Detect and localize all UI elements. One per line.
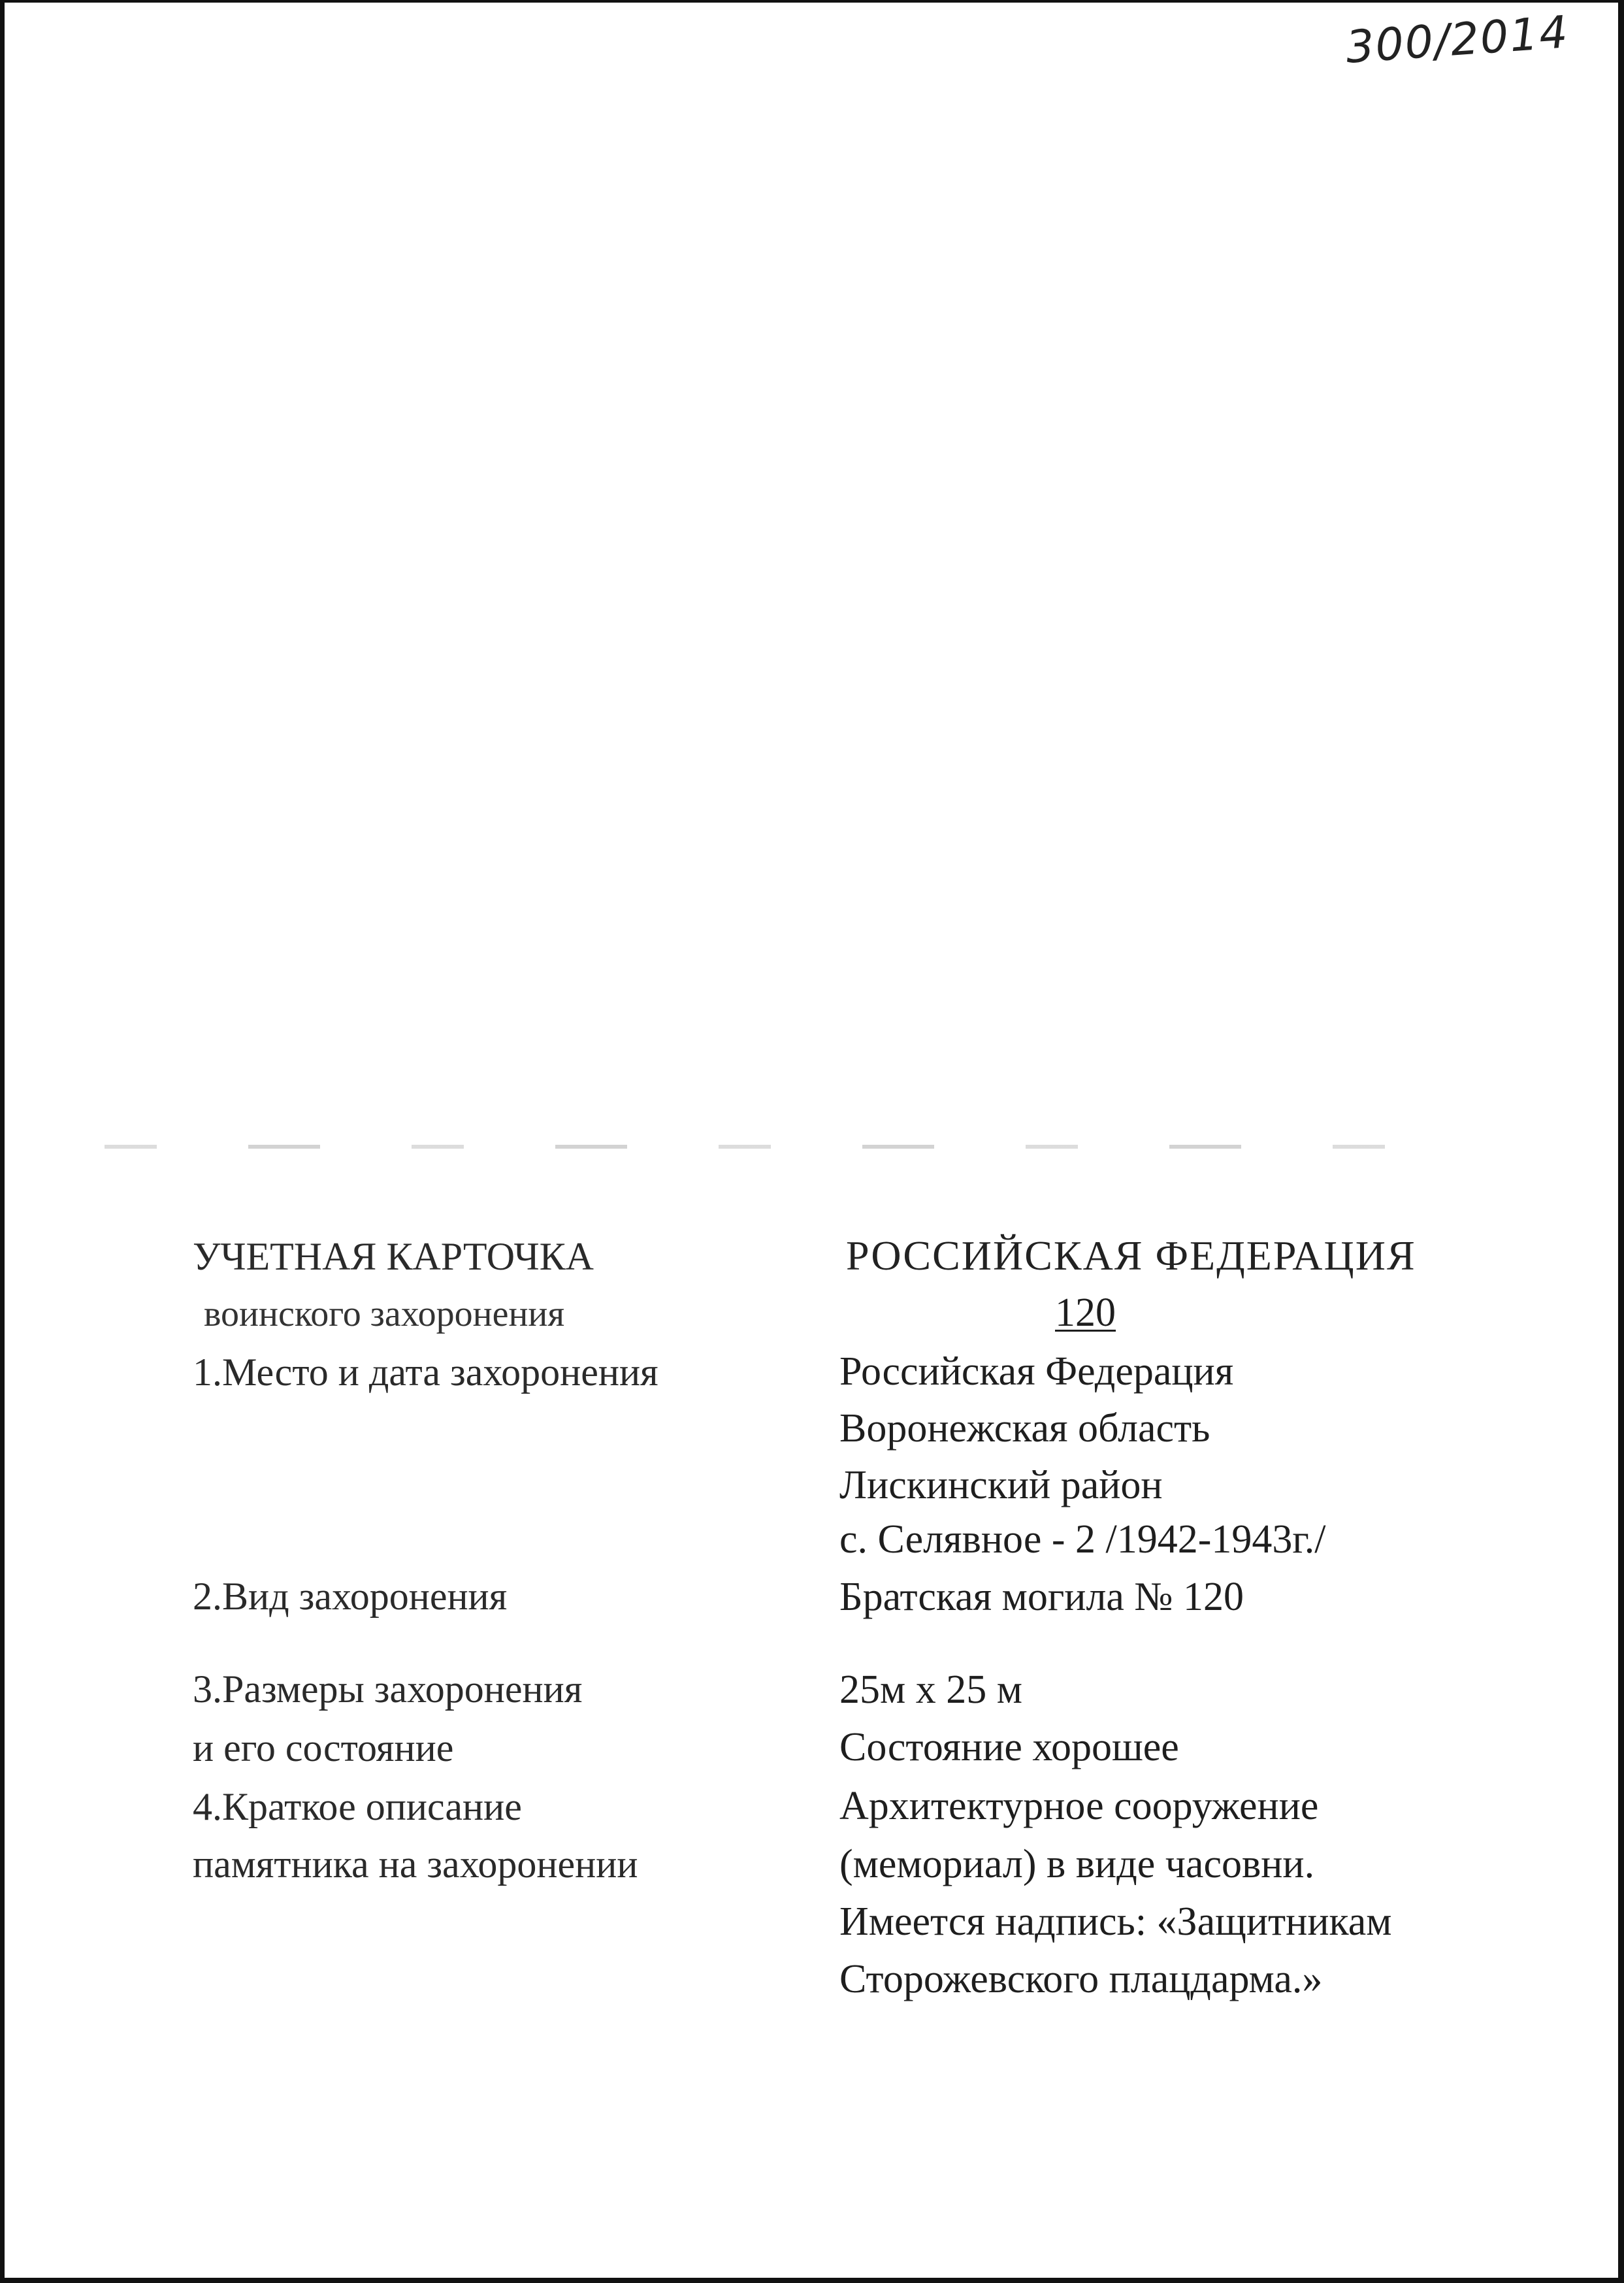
place-line: Воронежская область <box>839 1406 1210 1451</box>
condition-value: Состояние хорошее <box>839 1725 1179 1769</box>
burial-size-value: 25м х 25 м <box>839 1667 1022 1712</box>
description-line: Сторожевского плацдарма.» <box>839 1957 1323 2001</box>
card-subtitle: воинского захоронения <box>204 1294 565 1334</box>
country-header: РОССИЙСКАЯ ФЕДЕРАЦИЯ <box>846 1232 1416 1279</box>
place-line: Российская Федерация <box>839 1349 1234 1394</box>
place-date-label: 1.Место и дата захоронения <box>193 1351 658 1394</box>
monument-description-label-cont: памятника на захоронении <box>193 1843 638 1886</box>
place-line: с. Селявное - 2 /1942-1943г./ <box>839 1517 1326 1562</box>
scan-border-bottom <box>0 2278 1624 2283</box>
description-line: (мемориал) в виде часовни. <box>839 1842 1315 1886</box>
burial-type-label: 2.Вид захоронения <box>193 1575 508 1618</box>
burial-size-label: 3.Размеры захоронения <box>193 1667 583 1711</box>
description-line: Архитектурное сооружение <box>839 1784 1319 1828</box>
card-title: УЧЕТНАЯ КАРТОЧКА <box>193 1235 594 1278</box>
burial-condition-label: и его состояние <box>193 1726 454 1769</box>
grave-number: 120 <box>1055 1290 1116 1335</box>
monument-description-label: 4.Краткое описание <box>193 1785 522 1828</box>
scan-border-top <box>0 0 1624 3</box>
scan-border-left <box>0 0 5 2283</box>
description-line: Имеется надпись: «Защитникам <box>839 1899 1392 1944</box>
burial-type-value: Братская могила № 120 <box>839 1575 1244 1619</box>
handwritten-registration-number: 300/2014 <box>1344 7 1571 74</box>
scan-border-right <box>1618 0 1624 2283</box>
place-line: Лискинский район <box>839 1463 1163 1507</box>
page-fold-line <box>105 1145 1437 1149</box>
